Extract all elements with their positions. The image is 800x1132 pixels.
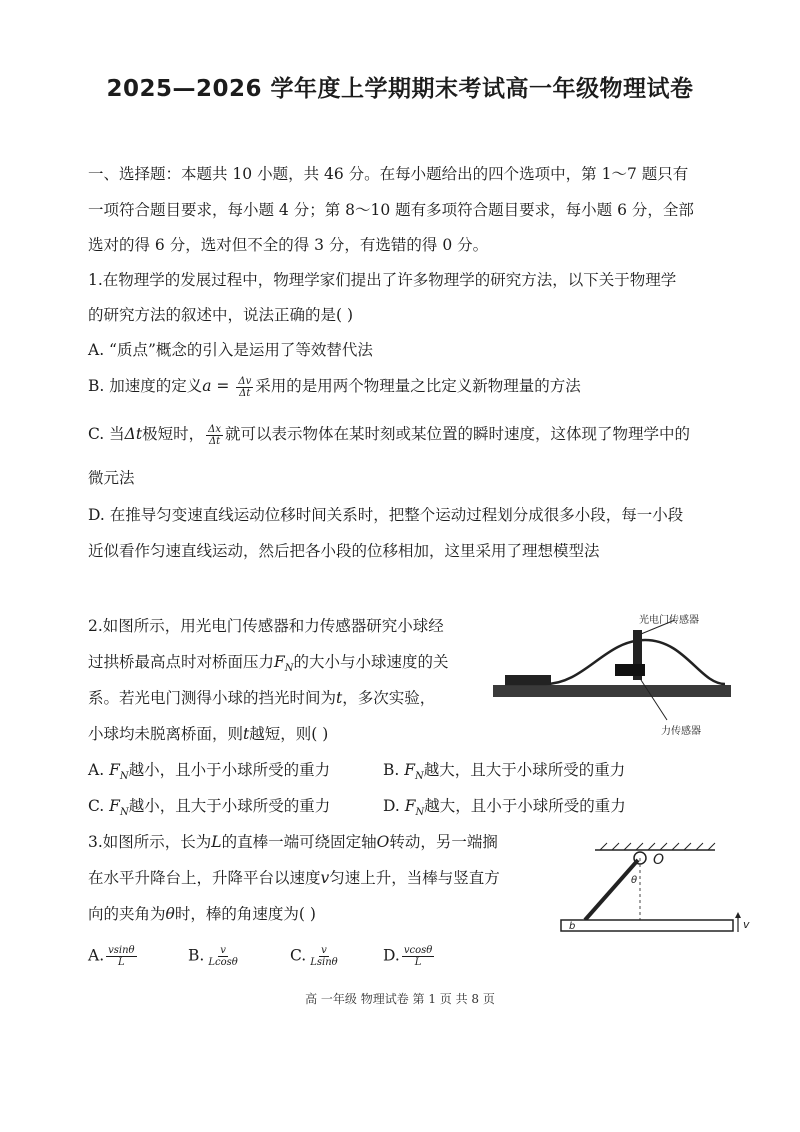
q3-stem-line-3: [88, 902, 316, 924]
q3-label-o: O: [653, 852, 665, 868]
q1-option-c-var: Δt: [124, 425, 143, 443]
q3-lifting-platform: [561, 920, 733, 931]
q3-option-b-label: B.: [188, 946, 205, 965]
q3-option-a-fraction: [106, 945, 136, 968]
q3-option-c: [290, 945, 342, 968]
q2-stem-line-1: 2.如图所示，用光电门传感器和力传感器研究小球经: [88, 617, 444, 635]
q3-stem-1-mid: 的直棒一端可绕固定轴: [221, 833, 377, 851]
q2-option-a-var: F: [109, 761, 120, 779]
q3-option-c-label: C.: [290, 946, 307, 965]
fraction-numerator: v: [321, 945, 327, 956]
q2-force-sensor-block: [615, 664, 645, 676]
q2-stem-4-suffix: 越短，则( ): [249, 725, 329, 743]
q1-option-b-var: a: [202, 377, 212, 395]
q2-option-c-var: F: [109, 797, 120, 815]
q2-option-b-text: 越大，且大于小球所受的重力: [423, 761, 626, 779]
fraction-denominator: L: [414, 957, 422, 968]
q3-stem-line-2: [88, 866, 500, 888]
q3-option-d: [383, 945, 436, 968]
q3-stem-2-prefix: 在水平升降台上，升降平台以速度: [88, 869, 321, 887]
fraction-numerator: v: [220, 945, 226, 956]
q3-label-theta: θ: [631, 875, 638, 886]
q3-option-d-fraction: [402, 945, 434, 968]
q1-option-b-suffix: 采用的是用两个物理量之比定义新物理量的方法: [255, 377, 581, 395]
q2-label-force-sensor: 力传感器: [661, 726, 701, 737]
q3-ceiling-hatch: [600, 843, 715, 850]
q3-option-a-label: A.: [88, 946, 105, 965]
q3-label-b: b: [569, 921, 576, 932]
q2-option-d-prefix: D.: [383, 797, 405, 815]
q2-option-c-text: 越小，且大于小球所受的重力: [128, 797, 331, 815]
fraction-numerator: vcosθ: [403, 945, 433, 956]
q1-option-a: A. “质点”概念的引入是运用了等效替代法: [88, 341, 373, 359]
fraction-denominator: Lcosθ: [208, 957, 238, 968]
q3-velocity-arrowhead: [735, 912, 741, 918]
q2-stem-3-prefix: 系。若光电门测得小球的挡光时间为: [88, 689, 337, 707]
q1-option-b-prefix: B. 加速度的定义: [88, 377, 203, 395]
q3-option-b: [188, 945, 242, 968]
q3-option-c-fraction: [308, 945, 339, 968]
q2-option-d: [383, 794, 626, 818]
section-instructions-line-2: 一项符合题目要求，每小题 4 分；第 8～10 题有多项符合题目要求，每小题 6 分，全部: [88, 201, 694, 219]
q1-option-c-suffix: 就可以表示物体在某时刻或某位置的瞬时速度，这体现了物理学中的: [225, 425, 691, 443]
q2-stem-2-suffix: 的大小与小球速度的关: [293, 653, 449, 671]
q3-stem-1-prefix: 3.如图所示，长为: [88, 833, 212, 851]
q3-stem-1-suffix: 转动，另一端搁: [389, 833, 498, 851]
q3-option-d-label: D.: [383, 946, 400, 965]
q1-option-d-line-1: D. 在推导匀变速直线运动位移时间关系时，把整个运动过程划分成很多小段，每一小段: [88, 506, 684, 524]
q2-stem-2-sub: N: [284, 663, 294, 675]
q1-option-c: [88, 422, 690, 447]
q2-stem-2-var: F: [274, 653, 285, 671]
q1-option-c-line-2: 微元法: [88, 469, 135, 487]
q2-option-a-sub: N: [119, 771, 129, 783]
q3-stem-2-var: v: [320, 869, 330, 887]
q2-stem-4-prefix: 小球均未脱离桥面，则: [88, 725, 244, 743]
fraction-numerator: Δv: [238, 375, 252, 387]
q2-option-b-prefix: B.: [383, 761, 405, 779]
q3-stem-3-prefix: 向的夹角为: [88, 905, 166, 923]
q2-stem-3-suffix: ，多次实验，: [342, 689, 436, 707]
q2-stem-2-prefix: 过拱桥最高点时对桥面压力: [88, 653, 275, 671]
fraction-denominator: L: [118, 957, 125, 968]
q1-option-d-line-2: 近似看作匀速直线运动，然后把各小段的位移相加，这里采用了理想模型法: [88, 542, 600, 560]
q1-option-c-fraction: [206, 424, 223, 447]
q2-option-a: [88, 758, 330, 782]
q1-option-c-prefix: C. 当: [88, 425, 125, 443]
q2-stem-4-var: t: [243, 725, 250, 743]
q2-stem-line-3: [88, 686, 435, 708]
q3-rod-figure: [555, 838, 755, 943]
q2-option-c-sub: N: [119, 807, 129, 819]
fraction-numerator: Δx: [208, 423, 221, 435]
q3-rod: [585, 860, 638, 920]
q2-option-d-sub: N: [415, 807, 425, 819]
q2-stem-line-4: [88, 722, 328, 744]
q2-option-c: [88, 794, 330, 818]
q3-stem-1-var-o: O: [376, 833, 390, 851]
q3-option-b-fraction: [206, 945, 239, 968]
fraction-numerator: vsinθ: [108, 945, 135, 956]
section-instructions-line-3: 选对的得 6 分，选对但不全的得 3 分，有选错的得 0 分。: [88, 236, 489, 254]
q1-option-b-fraction: [236, 376, 253, 399]
q2-option-d-var: F: [404, 797, 416, 815]
q2-option-b-sub: N: [415, 771, 424, 783]
q2-option-b-var: F: [404, 761, 416, 779]
q1-option-c-mid: 极短时，: [142, 425, 205, 443]
q2-bridge-figure: [485, 612, 735, 747]
q2-option-a-prefix: A.: [88, 761, 110, 779]
q2-base-board: [493, 685, 731, 697]
fraction-denominator: Δt: [239, 387, 251, 399]
q2-launch-ramp: [505, 675, 551, 685]
q3-option-a: [88, 945, 139, 968]
q3-label-v: v: [743, 918, 750, 931]
q3-stem-2-suffix: 匀速上升，当棒与竖直方: [329, 869, 500, 887]
q1-option-b: [88, 374, 581, 399]
q3-stem-1-var-l: L: [211, 833, 222, 851]
exam-title: 2025—2026 学年度上学期期末考试高一年级物理试卷: [106, 76, 694, 102]
page-footer: 高 一年级 物理试卷 第 1 页 共 8 页: [305, 992, 495, 1006]
q3-stem-3-suffix: 时，棒的角速度为( ): [174, 905, 316, 923]
q1-stem-line-1: 1.在物理学的发展过程中，物理学家们提出了许多物理学的研究方法，以下关于物理学: [88, 271, 677, 289]
q1-stem-line-2: 的研究方法的叙述中，说法正确的是( ): [88, 306, 354, 324]
q2-option-d-text: 越大，且小于小球所受的重力: [424, 797, 626, 815]
fraction-denominator: Δt: [208, 435, 221, 447]
q2-option-a-text: 越小，且小于小球所受的重力: [128, 761, 331, 779]
q2-option-c-prefix: C.: [88, 797, 110, 815]
q2-option-b: [383, 758, 625, 782]
q1-option-b-eq: =: [211, 377, 235, 395]
q2-label-photogate: 光电门传感器: [639, 615, 699, 626]
q3-stem-line-1: [88, 830, 498, 852]
q2-stem-line-2: [88, 650, 449, 674]
fraction-denominator: Lsinθ: [310, 957, 338, 968]
q3-stem-3-var: θ: [165, 905, 175, 923]
q2-stem-3-var: t: [336, 689, 343, 707]
section-instructions-line-1: 一、选择题：本题共 10 小题，共 46 分。在每小题给出的四个选项中，第 1～7 题只有: [88, 165, 689, 183]
